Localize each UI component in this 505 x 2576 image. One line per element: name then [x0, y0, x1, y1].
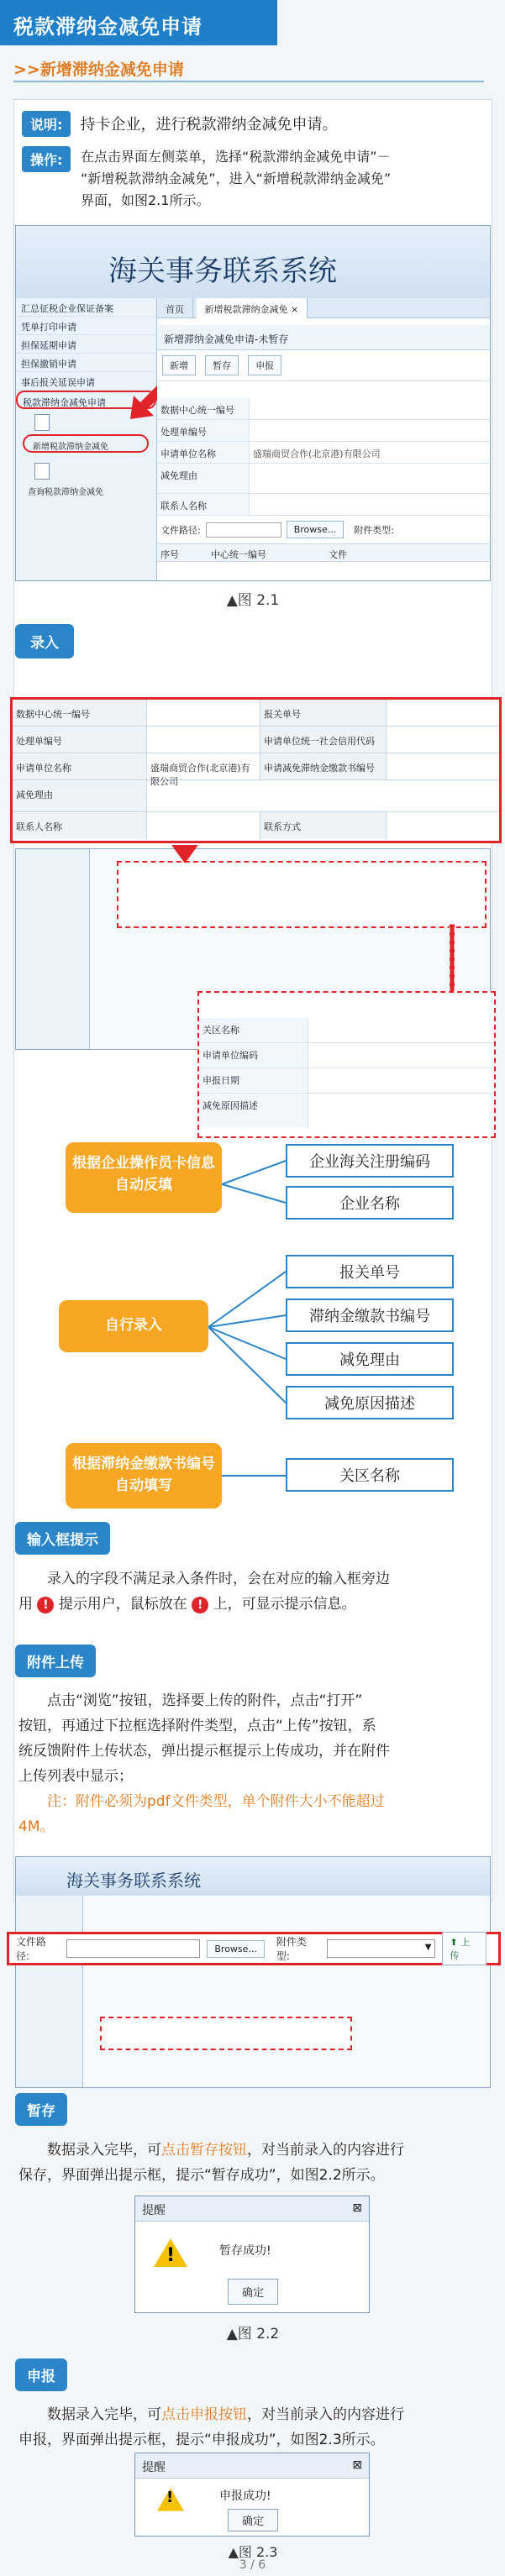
upload-line: 点击“浏览”按钮，选择要上传的附件，点击“打开” [47, 1692, 363, 1709]
manual-entry-badge: 自行录入 [59, 1300, 208, 1352]
warning-mark: ! [166, 2245, 176, 2266]
save-line-part: 数据录入完毕，可 [47, 2142, 161, 2159]
sidebar [16, 1896, 83, 2088]
operation-line-3: 界面，如图2.1所示。 [81, 192, 210, 208]
zoom-label: 申请单位编码 [199, 1043, 308, 1068]
error-icon: ! [37, 1597, 54, 1613]
entry-label: 报关单号 [260, 700, 387, 726]
browse-button[interactable]: Browse... [287, 521, 345, 538]
target-box: 滞纳金缴款书编号 [286, 1298, 454, 1332]
field-input[interactable] [250, 420, 491, 441]
attachment-row [157, 516, 491, 543]
page-number: 3 / 6 [239, 2558, 266, 2572]
entry-input[interactable] [387, 700, 499, 726]
declare-line-highlight: 点击申报按钮 [161, 2406, 247, 2423]
operation-row [22, 146, 484, 208]
sidebar-item[interactable]: 担保撤销申请 [16, 354, 156, 372]
form-row [157, 464, 491, 494]
field-label: 联系人名称 [157, 494, 250, 515]
entry-form-highlight [10, 697, 502, 843]
operation-line-2: “新增税款滞纳金减免”，进入“新增税款滞纳金减免” [81, 171, 392, 186]
form-panel [157, 318, 491, 581]
target-box: 关区名称 [286, 1458, 454, 1492]
attach-type-label: 附件类型: [276, 1936, 307, 1962]
document-icon [34, 414, 50, 431]
entry-input[interactable] [387, 753, 499, 779]
submenu-query-label: 查询税款滞纳金减免 [28, 488, 103, 497]
tip-text [18, 1566, 489, 1617]
warning-mark: ! [166, 2489, 174, 2506]
tip-section-label: 输入框提示 [15, 1522, 110, 1555]
sidebar [16, 298, 157, 581]
zoom-row [199, 1043, 494, 1068]
entry-label: 减免理由 [13, 780, 147, 811]
dashed-highlight [117, 861, 487, 928]
zoom-input[interactable] [308, 1043, 494, 1068]
grid-col: 中心统一编号 [211, 549, 266, 560]
zoom-row [199, 1094, 494, 1127]
tab-bar [157, 298, 491, 318]
chevron-down-icon: ▼ [424, 1943, 432, 1952]
field-label: 数据中心统一编号 [157, 398, 250, 419]
form-row [157, 494, 491, 516]
upload-text [18, 1688, 489, 1839]
file-path-input[interactable] [66, 1939, 201, 1958]
entry-label: 处理单编号 [13, 727, 147, 753]
form-row [157, 442, 491, 464]
sidebar-item-late-fee[interactable]: 税款滞纳金减免申请 [16, 391, 156, 409]
entry-input[interactable] [387, 727, 499, 753]
tip-line-2 [18, 1592, 489, 1617]
save-button[interactable]: 暂存 [205, 355, 239, 375]
zoom-row [199, 1068, 494, 1094]
close-icon[interactable]: ⊠ [352, 2458, 362, 2472]
browse-button[interactable]: Browse... [207, 1940, 265, 1958]
tip-line-2b: 提示用户，鼠标放在 [58, 1596, 187, 1613]
zoom-row [199, 1018, 494, 1043]
entry-input[interactable] [147, 780, 499, 811]
dialog-title-text: 提醒 [142, 2204, 166, 2217]
submenu-add-label: 新增税款滞纳金减免 [23, 434, 149, 453]
add-button[interactable]: 新增 [162, 355, 196, 375]
dashed-highlight [100, 2017, 352, 2050]
connector-lines [222, 1151, 287, 1218]
connector-lines [208, 1265, 287, 1416]
figure-caption: ▲图 2.2 [226, 2326, 280, 2343]
upload-line: 按钮，再通过下拉框选择附件类型，点击“上传”按钮，系 [18, 1718, 376, 1734]
error-icon: ! [192, 1597, 208, 1613]
upload-screenshot [15, 1856, 491, 2088]
zoom-label: 申报日期 [199, 1068, 308, 1093]
upload-line: 上传列表中显示； [18, 1768, 133, 1785]
field-input[interactable] [250, 494, 491, 515]
field-label: 处理单编号 [157, 420, 250, 441]
zoom-input[interactable] [308, 1018, 494, 1042]
sidebar-item[interactable]: 凭单打印申请 [16, 317, 156, 335]
tab-add-late-fee[interactable]: 新增税款滞纳金减免 × [197, 298, 308, 320]
entry-input[interactable] [147, 727, 260, 753]
entry-input[interactable] [147, 700, 260, 726]
upload-section-label: 附件上传 [15, 1645, 96, 1677]
target-box: 企业名称 [286, 1186, 454, 1220]
entry-input[interactable] [147, 812, 260, 839]
attachment-grid-header [157, 543, 491, 562]
operation-label: 操作: [22, 146, 71, 172]
target-box: 企业海关注册编码 [286, 1144, 454, 1178]
field-input[interactable] [250, 398, 491, 419]
form-row [157, 398, 491, 420]
figure-caption: ▲图 2.3 [228, 2544, 278, 2560]
entry-section-label: 录入 [15, 624, 74, 658]
entry-row [13, 753, 499, 787]
down-arrow [168, 842, 202, 867]
target-box: 减免理由 [286, 1342, 454, 1376]
tip-line-2a: 用 [18, 1596, 33, 1613]
operation-line-1: 在点击界面左侧菜单，选择“税款滞纳金减免申请”－ [81, 149, 391, 165]
document-icon [34, 463, 50, 480]
dialog-title-text: 提醒 [142, 2461, 166, 2474]
save-line-highlight: 点击暂存按钮 [161, 2142, 247, 2159]
description-text: 持卡企业，进行税款滞纳金减免申请。 [80, 116, 338, 134]
declare-text [18, 2402, 489, 2453]
entry-row [13, 727, 499, 753]
grid-col: 序号 [160, 549, 179, 560]
save-line-part: ，对当前录入的内容进行 [247, 2142, 404, 2159]
connector-line [222, 1474, 287, 1477]
attach-type-label: 附件类型: [354, 524, 394, 536]
sidebar [16, 849, 90, 1050]
figure-caption: ▲图 2.1 [226, 592, 280, 609]
zoom-panel [197, 991, 496, 1138]
section-subtitle: >>新增滞纳金减免申请 [13, 54, 484, 82]
entry-row [13, 700, 499, 727]
entry-label: 联系方式 [260, 812, 387, 839]
page-title: 税款滞纳金减免申请 [0, 0, 277, 45]
declare-section-label: 申报 [15, 2358, 67, 2391]
upload-note: 注：附件必须为pdf文件类型，单个附件大小不能超过 [47, 1793, 385, 1810]
save-dialog [134, 2196, 370, 2313]
ok-button[interactable]: 确定 [228, 2279, 278, 2305]
file-path-input[interactable] [206, 522, 281, 538]
tip-line-2c: 上，可显示提示信息。 [213, 1596, 356, 1613]
declare-line-part: ，对当前录入的内容进行 [247, 2406, 404, 2423]
entry-input[interactable] [387, 812, 499, 839]
declare-button[interactable]: 申报 [248, 355, 281, 375]
target-box: 报关单号 [286, 1255, 454, 1288]
save-text [18, 2138, 489, 2188]
tab-home[interactable]: 首页 [157, 298, 193, 320]
attach-type-select[interactable] [327, 1939, 436, 1958]
field-input[interactable] [250, 464, 491, 493]
field-label: 减免理由 [157, 464, 250, 493]
upload-arrow-icon: ⬆ [450, 1937, 458, 1948]
dialog-title [135, 2453, 369, 2479]
dialog-title [135, 2196, 369, 2222]
entry-row [13, 780, 499, 812]
app-title: 海关事务联系系统 [16, 226, 490, 298]
description-label: 说明: [22, 111, 71, 137]
entry-label: 申请单位统一社会信用代码 [260, 727, 387, 753]
tip-line-1: 录入的字段不满足录入条件时，会在对应的输入框旁边 [47, 1571, 390, 1587]
company-value: 盛瑞商贸合作(北京港)有限公司 [147, 753, 260, 779]
attach-label: 文件路径: [160, 524, 201, 536]
entry-row [13, 812, 499, 839]
sidebar-item[interactable]: 汇总征税企业保证备案 [16, 298, 156, 317]
panel-title: 新增滞纳金减免申请-未暂存 [157, 325, 491, 350]
auto-book-badge: 根据滞纳金缴款书编号自动填写 [66, 1443, 222, 1508]
entry-label: 申请单位名称 [13, 753, 147, 779]
declare-dialog [134, 2453, 370, 2537]
zoom-label: 关区名称 [199, 1018, 308, 1042]
sidebar-item[interactable]: 事后报关延误申请 [16, 372, 156, 391]
target-box: 减免原因描述 [286, 1386, 454, 1419]
zoom-label: 减免原因描述 [199, 1094, 308, 1127]
upload-line: 统反馈附件上传状态，弹出提示框提示上传成功，并在附件 [18, 1743, 390, 1760]
upload-bar-highlight [7, 1932, 501, 1965]
submenu-query[interactable] [16, 456, 156, 506]
declare-line-part: 数据录入完毕，可 [47, 2406, 161, 2423]
upload-button[interactable] [442, 1932, 487, 1965]
form-row [157, 420, 491, 442]
upload-button-label: 上传 [450, 1937, 471, 1961]
dialog-message: 暂存成功! [219, 2244, 271, 2258]
declare-line: 申报，界面弹出提示框，提示“申报成功”，如图2.3所示。 [18, 2432, 385, 2448]
field-label: 申请单位名称 [157, 442, 250, 463]
file-path-label: 文件路径: [16, 1936, 47, 1962]
operation-text [81, 146, 484, 212]
ok-button[interactable]: 确定 [228, 2509, 278, 2531]
description-row [22, 111, 338, 137]
grid-col: 文件 [329, 549, 347, 560]
save-section-label: 暂存 [15, 2093, 67, 2126]
close-icon[interactable]: ⊠ [352, 2201, 362, 2215]
toolbar [157, 350, 491, 381]
save-line: 保存，界面弹出提示框，提示“暂存成功”，如图2.2所示。 [18, 2167, 385, 2184]
entry-label: 申请减免滞纳金缴款书编号 [260, 753, 387, 779]
app-title: 海关事务联系系统 [16, 1857, 490, 1896]
company-value: 盛瑞商贸合作(北京港)有限公司 [253, 449, 381, 459]
auto-card-badge: 根据企业操作员卡信息自动反填 [66, 1142, 222, 1213]
screenshot-fig-2-1 [15, 225, 491, 581]
entry-label: 数据中心统一编号 [13, 700, 147, 726]
sidebar-item[interactable]: 担保延期申请 [16, 335, 156, 354]
dialog-message: 申报成功! [219, 2489, 271, 2503]
entry-label: 联系人名称 [13, 812, 147, 839]
zoom-input[interactable] [308, 1094, 494, 1127]
zoom-input[interactable] [308, 1068, 494, 1093]
upload-note: 4M。 [18, 1818, 55, 1835]
